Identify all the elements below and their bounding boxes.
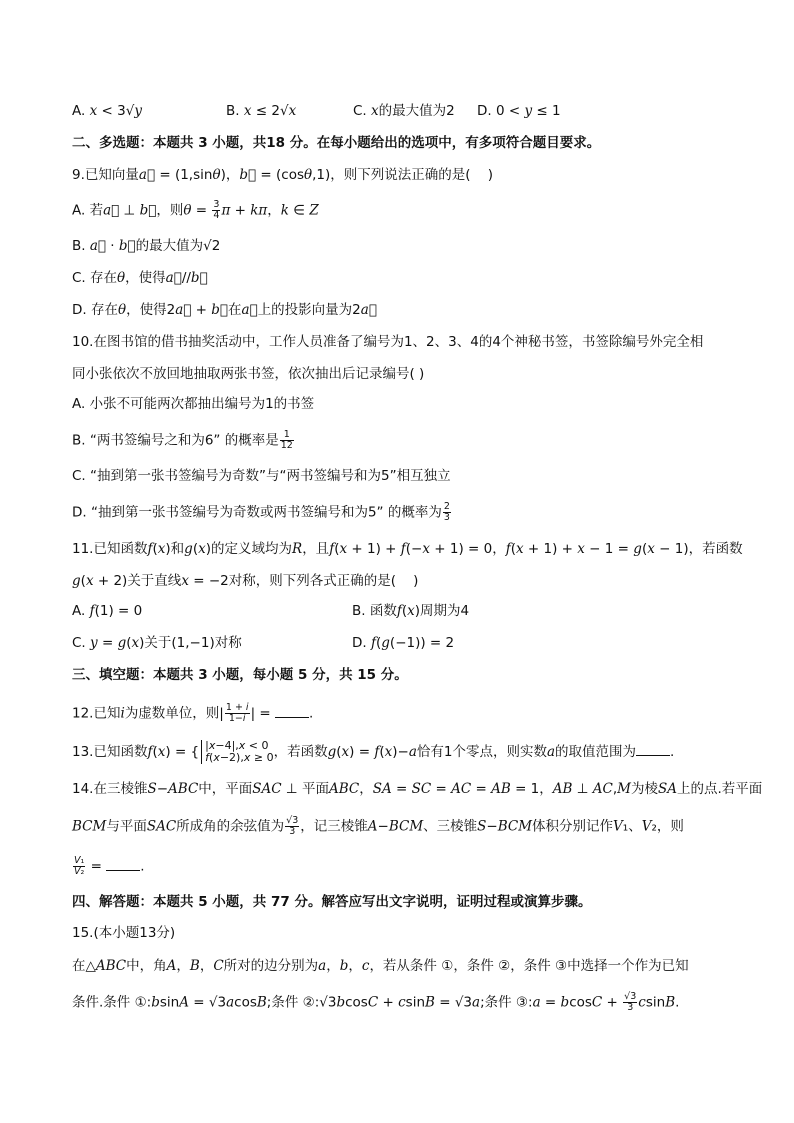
- q9-option-d: D. 存在θ，使得2a⃗ + b⃗在a⃗上的投影向量为2a⃗: [72, 302, 377, 318]
- q15-line1: 在△ABC中，角A，B，C所对的边分别为a，b，c，若从条件 ①，条件 ②，条件 ③中选择一个作为已知: [72, 958, 689, 974]
- q11-stem-line1: 11.已知函数f(x)和g(x)的定义域均为R，且f(x + 1) + f(−x + 1) = 0，f(x + 1) + x − 1 = g(x − 1)，若函数: [72, 541, 743, 557]
- q15-line2: 条件.条件 ①:bsinA = √3acosB;条件 ②:√3bcosC + csinB = √3a;条件 ③:a = bcosC + $\frac{√3}{3}$ csinB.: [72, 991, 680, 1013]
- q8-option-d: D. 0 < y ≤ 1: [477, 103, 561, 119]
- q14-line2: BCM与平面SAC所成角的余弦值为 $\frac{√3}{3}$ ，记三棱锥A−BCM、三棱锥S−BCM体积分别记作V₁、V₂，则: [72, 815, 684, 837]
- q10-stem-line2: 同小张依次不放回地抽取两张书签，依次抽出后记录编号( ): [72, 366, 425, 382]
- q10-option-a: A. 小张不可能两次都抽出编号为1的书签: [72, 396, 315, 412]
- q14-line3: $\frac{\text{V₁}}{\text{V₂}}$ = .: [74, 855, 145, 877]
- q10-option-d: D. “抽到第一张书签编号为奇数或两书签编号和为5” 的概率为 $\frac{2}{3}$: [72, 501, 450, 523]
- q11-option-b: B. 函数f(x)周期为4: [352, 603, 470, 619]
- q10-stem-line1: 10.在图书馆的借书抽奖活动中，工作人员准备了编号为1、2、3、4的4个神秘书签，书签除编号外完全相: [72, 334, 704, 350]
- q8-option-b: B. x ≤ 2√x: [226, 103, 297, 119]
- section3-header: 三、填空题：本题共 3 小题，每小题 5 分，共 15 分。: [72, 667, 408, 683]
- q9-option-c: C. 存在θ，使得a⃗//b⃗: [72, 270, 208, 286]
- section4-header: 四、解答题：本题共 5 小题，共 77 分。解答应写出文字说明，证明过程或演算步骤。: [72, 894, 592, 910]
- q10-option-c: C. “抽到第一张书签编号为奇数”与“两书签编号和为5”相互独立: [72, 468, 451, 484]
- section2-header: 二、多选题：本题共 3 小题，共18 分。在每小题给出的选项中，有多项符合题目要求。: [72, 135, 601, 151]
- q9-stem: 9.已知向量a⃗ = (1,sinθ)，b⃗ = (cosθ,1)，则下列说法正确的是( ): [72, 167, 493, 183]
- q13: 13.已知函数f(x) = { |x−4|,x < 0 f(x−2),x ≥ 0 ，若函数g(x) = f(x)−a恰有1个零点，则实数a的取值范围为 .: [72, 739, 675, 764]
- q8-option-a: A. x < 3√y: [72, 103, 142, 119]
- q12: 12.已知i为虚数单位，则| $\frac{1 + i}{1-i}$ | = .: [72, 702, 314, 724]
- q11-option-a: A. f(1) = 0: [72, 603, 143, 619]
- q8-options: [72, 101, 724, 121]
- q10-option-b: B. “两书签编号之和为6” 的概率是 $\frac{1}{12}$: [72, 429, 293, 451]
- q11-option-c: C. y = g(x)关于(1,−1)对称: [72, 635, 242, 651]
- q11-options-row1: [72, 601, 724, 621]
- q11-options-row2: [72, 633, 724, 653]
- q8-option-c: C. x的最大值为2: [353, 103, 455, 119]
- q9-option-a: A. 若a⃗ ⊥ b⃗，则θ = $\frac{3}{4}$ π + kπ，k ∈ Z: [72, 199, 319, 221]
- q15-title: 15.(本小题13分): [72, 925, 176, 941]
- q11-stem-line2: g(x + 2)关于直线x = −2对称，则下列各式正确的是( ): [72, 573, 419, 589]
- q14-line1: 14.在三棱锥S−ABC中，平面SAC ⊥ 平面ABC，SA = SC = AC = AB = 1，AB ⊥ AC,M为棱SA上的点.若平面: [72, 781, 763, 797]
- q11-option-d: D. f(g(−1)) = 2: [352, 635, 455, 651]
- q9-option-b: B. a⃗ · b⃗的最大值为√2: [72, 238, 221, 254]
